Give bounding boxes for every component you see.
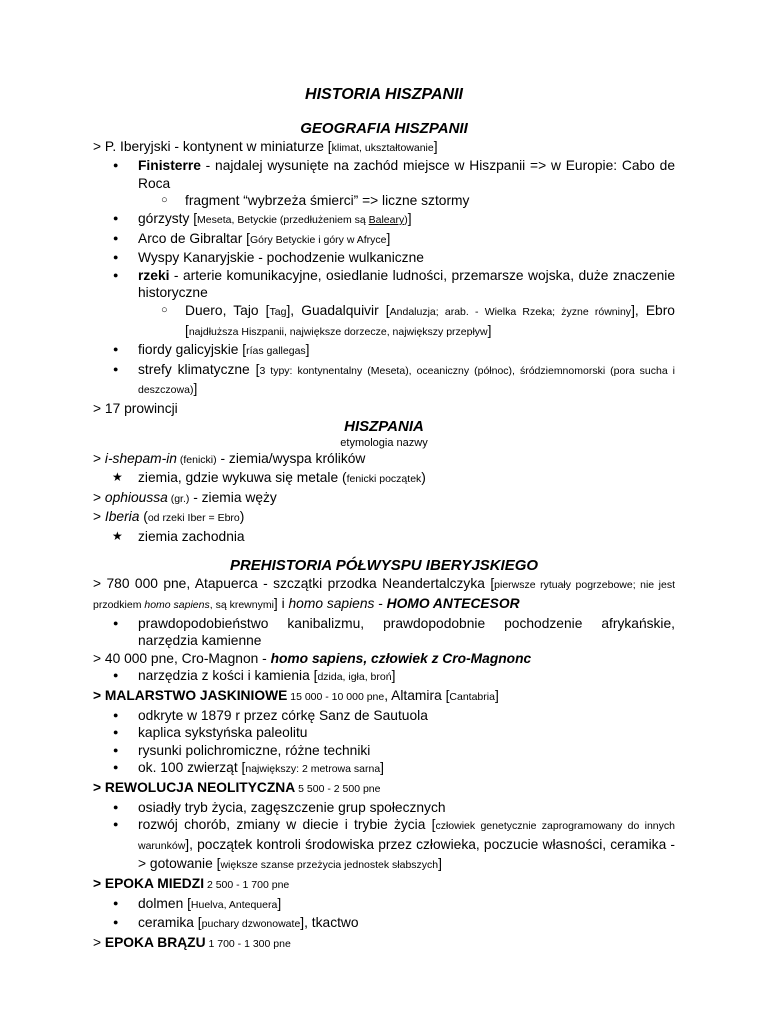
bullet-item: ● kaplica sykstyńska paleolitu (93, 724, 675, 742)
bullet-item: ● dolmen [Huelva, Antequera] (93, 895, 675, 915)
sub-bullet-item: ○ Duero, Tajo [Tag], Guadalquivir [Andaluzja; arab. - Wielka Rzeka; żyzne równiny], Ebro [najdłuższa Hiszpanii, największe dorzecze, największy przepływ] (93, 302, 675, 341)
bullet-item: ● fiordy galicyjskie [rías gallegas] (93, 341, 675, 361)
bullet-item: ● osiadły tryb życia, zagęszczenie grup społecznych (93, 799, 675, 817)
bullet-item: ● odkryte w 1879 r przez córkę Sanz de Sautuola (93, 707, 675, 725)
section-heading-geografia: GEOGRAFIA HISZPANII (300, 119, 468, 137)
bullet-item: ● ceramika [puchary dzwonowate], tkactwo (93, 914, 675, 934)
text-line: > 17 prowincji (93, 400, 178, 416)
bullet-item: ● prawdopodobieństwo kanibalizmu, prawdopodobnie pochodzenie afrykańskie, narzędzia kamienne (93, 615, 675, 650)
bullet-item: ● rozwój chorób, zmiany w diecie i trybie życia [człowiek genetycznie zaprogramowany do innych warunków], początek kontroli środowiska przez człowieka, poczucie własności, ceramika -> gotowanie [większe szanse przeżycia jednostek słabszych] (93, 816, 675, 875)
text-line: > EPOKA BRĄZU 1 700 - 1 300 pne (93, 934, 291, 950)
document-title: HISTORIA HISZPANII (305, 86, 463, 103)
bullet-item: ● narzędzia z kości i kamienia [dzida, igła, broń] (93, 667, 675, 687)
bullet-item: ● Finisterre - najdalej wysunięte na zachód miejsce w Hiszpanii => w Europie: Cabo de Roca (93, 157, 675, 192)
bullet-item: ● Arco de Gibraltar [Góry Betyckie i góry w Afryce] (93, 230, 675, 250)
star-item: ★ ziemia zachodnia (93, 528, 675, 546)
bullet-item: ● rzeki - arterie komunikacyjne, osiedlanie ludności, przemarsze wojska, duże znaczenie historyczne (93, 267, 675, 302)
bullet-item: ● Wyspy Kanaryjskie - pochodzenie wulkaniczne (93, 249, 675, 267)
section-subtitle: etymologia nazwy (340, 436, 428, 449)
text-line: > 780 000 pne, Atapuerca - szczątki przodka Neandertalczyka [pierwsze rytuały pogrzebowe; nie jest przodkiem homo sapiens, są krewnymi] i homo sapiens - HOMO ANTECESOR (93, 576, 675, 612)
text-line: > EPOKA MIEDZI 2 500 - 1 700 pne (93, 875, 290, 891)
bullet-item: ● ok. 100 zwierząt [największy: 2 metrowa sarna] (93, 759, 675, 779)
text-line: > ophioussa (gr.) - ziemia węży (93, 489, 277, 505)
bullet-item: ● strefy klimatyczne [3 typy: kontynentalny (Meseta), oceaniczny (północ), śródziemnomorski (pora sucha i deszczowa)] (93, 361, 675, 400)
text-line: > i-shepam-in (fenicki) - ziemia/wyspa królików (93, 450, 366, 466)
star-item: ★ ziemia, gdzie wykuwa się metale (fenicki początek) (93, 469, 675, 489)
text-line: > MALARSTWO JASKINIOWE 15 000 - 10 000 pne, Altamira [Cantabria] (93, 688, 499, 704)
text-line: > P. Iberyjski - kontynent w miniaturze [klimat, ukształtowanie] (93, 138, 438, 154)
text-line: > 40 000 pne, Cro-Magnon - homo sapiens, człowiek z Cro-Magnonc (93, 650, 532, 666)
bullet-item: ● rysunki polichromiczne, różne techniki (93, 742, 675, 760)
section-heading-hiszpania: HISZPANIA (344, 417, 424, 435)
sub-bullet-item: ○ fragment “wybrzeża śmierci” => liczne sztormy (93, 192, 675, 210)
text-line: > Iberia (od rzeki Iber = Ebro) (93, 509, 245, 525)
bullet-item: ● górzysty [Meseta, Betyckie (przedłużeniem są Baleary)] (93, 210, 675, 230)
section-heading-prehistoria: PREHISTORIA PÓŁWYSPU IBERYJSKIEGO (229, 557, 539, 575)
text-line: > REWOLUCJA NEOLITYCZNA 5 500 - 2 500 pne (93, 780, 381, 795)
